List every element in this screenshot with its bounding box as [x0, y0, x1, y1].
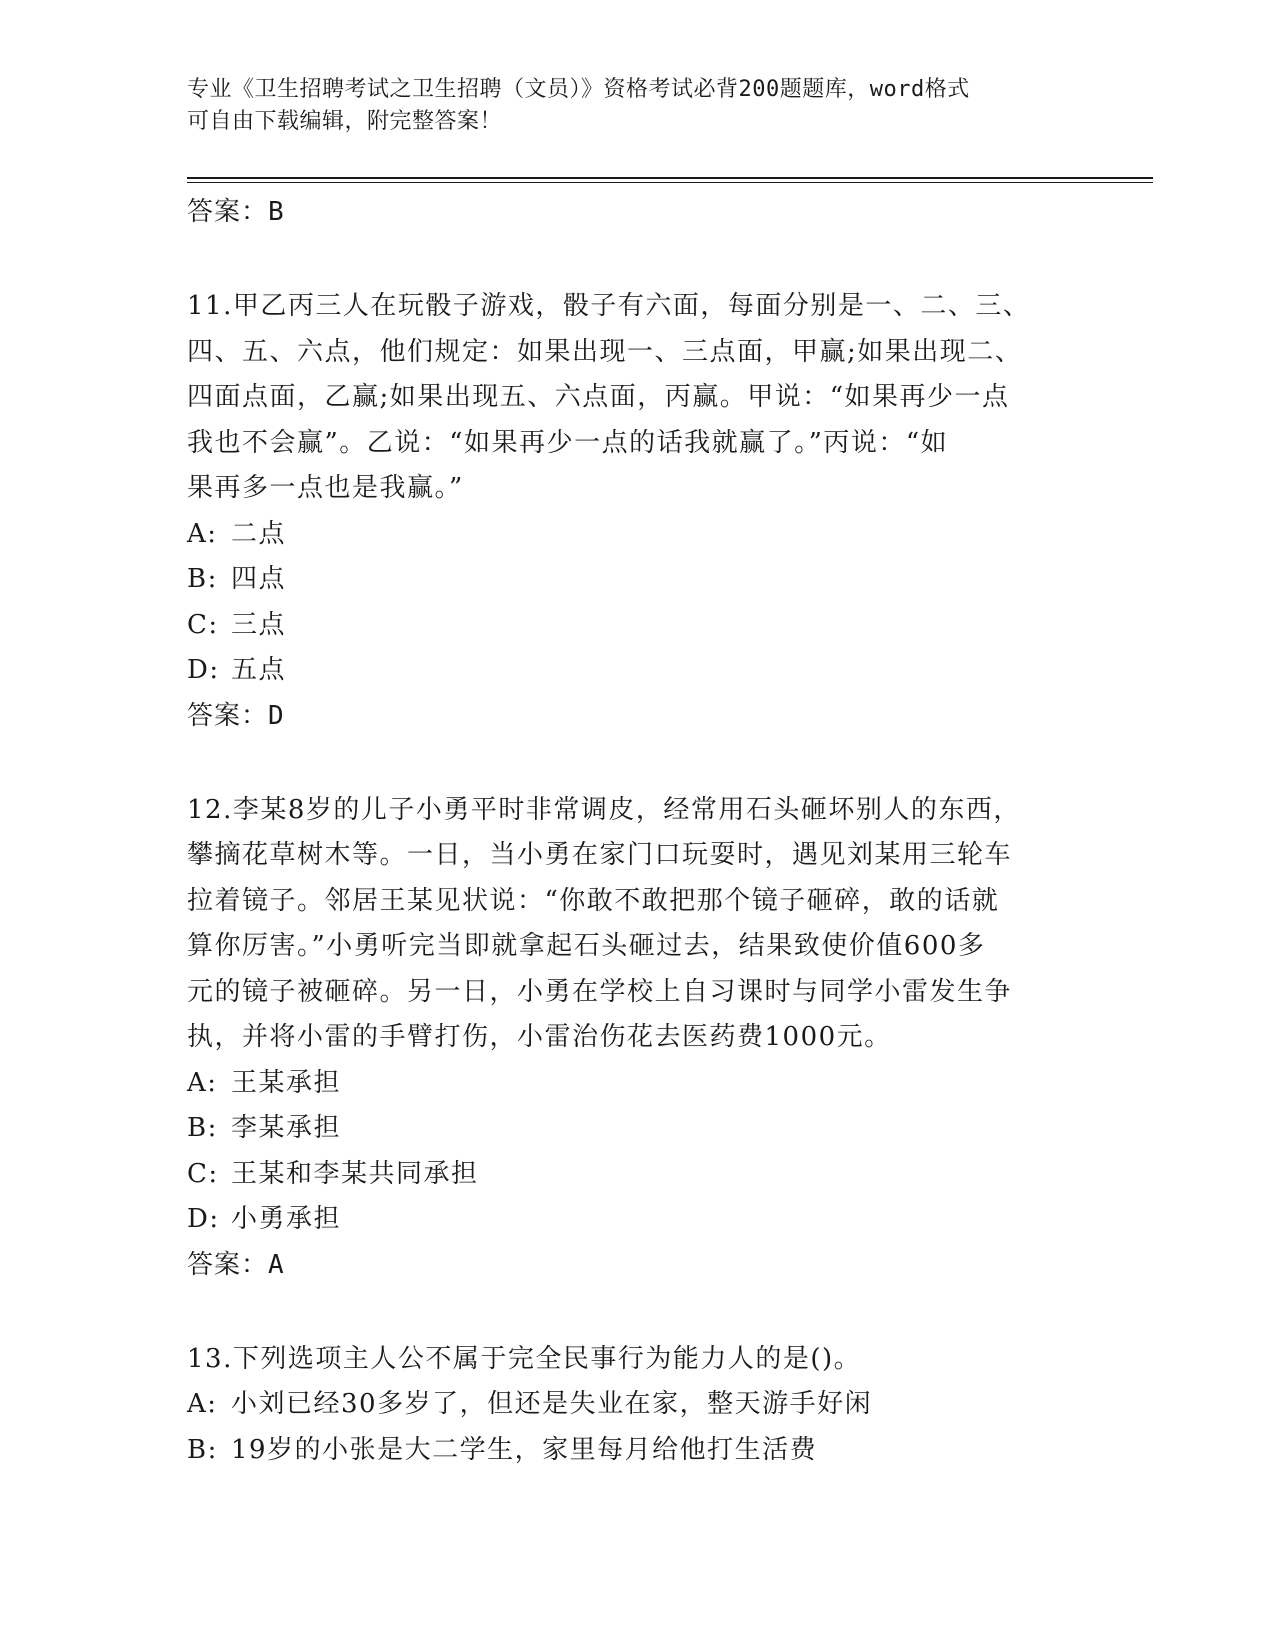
- option-text: 李某承担: [231, 1113, 342, 1143]
- question-line: 元的镜子被砸碎。另一日，小勇在学校上自习课时与同学小雷发生争: [187, 976, 1013, 1007]
- question-13: [187, 1337, 1067, 1474]
- option-a: [187, 512, 1067, 558]
- question-text: [187, 788, 1067, 1061]
- option-letter: C:: [187, 609, 219, 640]
- option-d: [187, 1197, 1067, 1243]
- option-text: 王某和李某共同承担: [231, 1158, 479, 1189]
- question-11: [187, 284, 1067, 738]
- answer: 答案：A: [187, 1249, 285, 1280]
- option-text: 小刘已经30多岁了，但还是失业在家，整天游手好闲: [231, 1389, 873, 1419]
- spacer: [187, 738, 1067, 788]
- option-letter: B:: [187, 1434, 218, 1465]
- option-letter: B:: [187, 564, 218, 594]
- option-letter: A:: [187, 518, 218, 549]
- answer: 答案：D: [187, 700, 285, 731]
- question-line: 攀摘花草树木等。一日，当小勇在家门口玩耍时，遇见刘某用三轮车: [187, 840, 1013, 870]
- question-line: 13.下列选项主人公不属于完全民事行为能力人的是()。: [187, 1343, 862, 1374]
- question-line: 12.李某8岁的儿子小勇平时非常调皮，经常用石头砸坏别人的东西，: [187, 794, 1021, 825]
- question-12: [187, 788, 1067, 1287]
- option-b: [187, 557, 1067, 603]
- option-text: 19岁的小张是大二学生，家里每月给他打生活费: [231, 1434, 818, 1465]
- header-divider-thin: [187, 182, 1153, 183]
- question-line: 执，并将小雷的手臂打伤，小雷治伤花去医药费1000元。: [187, 1022, 892, 1052]
- option-b: [187, 1428, 1067, 1474]
- option-letter: D:: [187, 1204, 220, 1234]
- option-letter: A:: [187, 1389, 218, 1419]
- option-text: 二点: [231, 518, 287, 549]
- option-text: 五点: [231, 655, 287, 685]
- option-c: [187, 1152, 1067, 1198]
- header-line-2: 可自由下载编辑，附完整答案！: [187, 109, 503, 134]
- previous-answer: 答案：B: [187, 197, 285, 227]
- spacer: [187, 234, 1067, 284]
- question-line: 算你厉害。”小勇听完当即就拿起石头砸过去，结果致使价值600多: [187, 931, 986, 961]
- option-letter: A:: [187, 1067, 218, 1098]
- option-text: 四点: [231, 564, 287, 594]
- spacer: [187, 1287, 1067, 1337]
- option-letter: C:: [187, 1158, 219, 1189]
- question-text: [187, 284, 1067, 512]
- option-text: 小勇承担: [231, 1204, 342, 1234]
- question-line: 四、五、六点，他们规定：如果出现一、三点面，甲赢;如果出现二、: [187, 336, 1023, 367]
- option-a: [187, 1061, 1067, 1107]
- option-text: 三点: [231, 609, 287, 640]
- option-b: [187, 1106, 1067, 1152]
- question-line: 11.甲乙丙三人在玩骰子游戏，骰子有六面，每面分别是一、二、三、: [187, 291, 1031, 321]
- option-c: [187, 603, 1067, 649]
- option-a: [187, 1382, 1067, 1428]
- question-text: [187, 1337, 1067, 1383]
- question-line: 我也不会赢”。乙说：“如果再少一点的话我就赢了。”丙说：“如: [187, 427, 949, 458]
- option-text: 王某承担: [231, 1067, 342, 1098]
- option-letter: D:: [187, 655, 220, 685]
- option-letter: B:: [187, 1113, 218, 1143]
- document-header: [187, 74, 1067, 138]
- question-line: 四面点面，乙赢;如果出现五、六点面，丙赢。甲说：“如果再少一点: [187, 382, 1010, 412]
- document-body: [187, 190, 1067, 1473]
- option-d: [187, 648, 1067, 694]
- header-line-1: 专业《卫生招聘考试之卫生招聘（文员）》资格考试必背200题题库，word格式: [187, 77, 970, 102]
- question-line: 拉着镜子。邻居王某见状说：“你敢不敢把那个镜子砸碎，敢的话就: [187, 885, 1000, 916]
- header-divider-thick: [187, 177, 1153, 179]
- question-line: 果再多一点也是我赢。”: [187, 473, 464, 503]
